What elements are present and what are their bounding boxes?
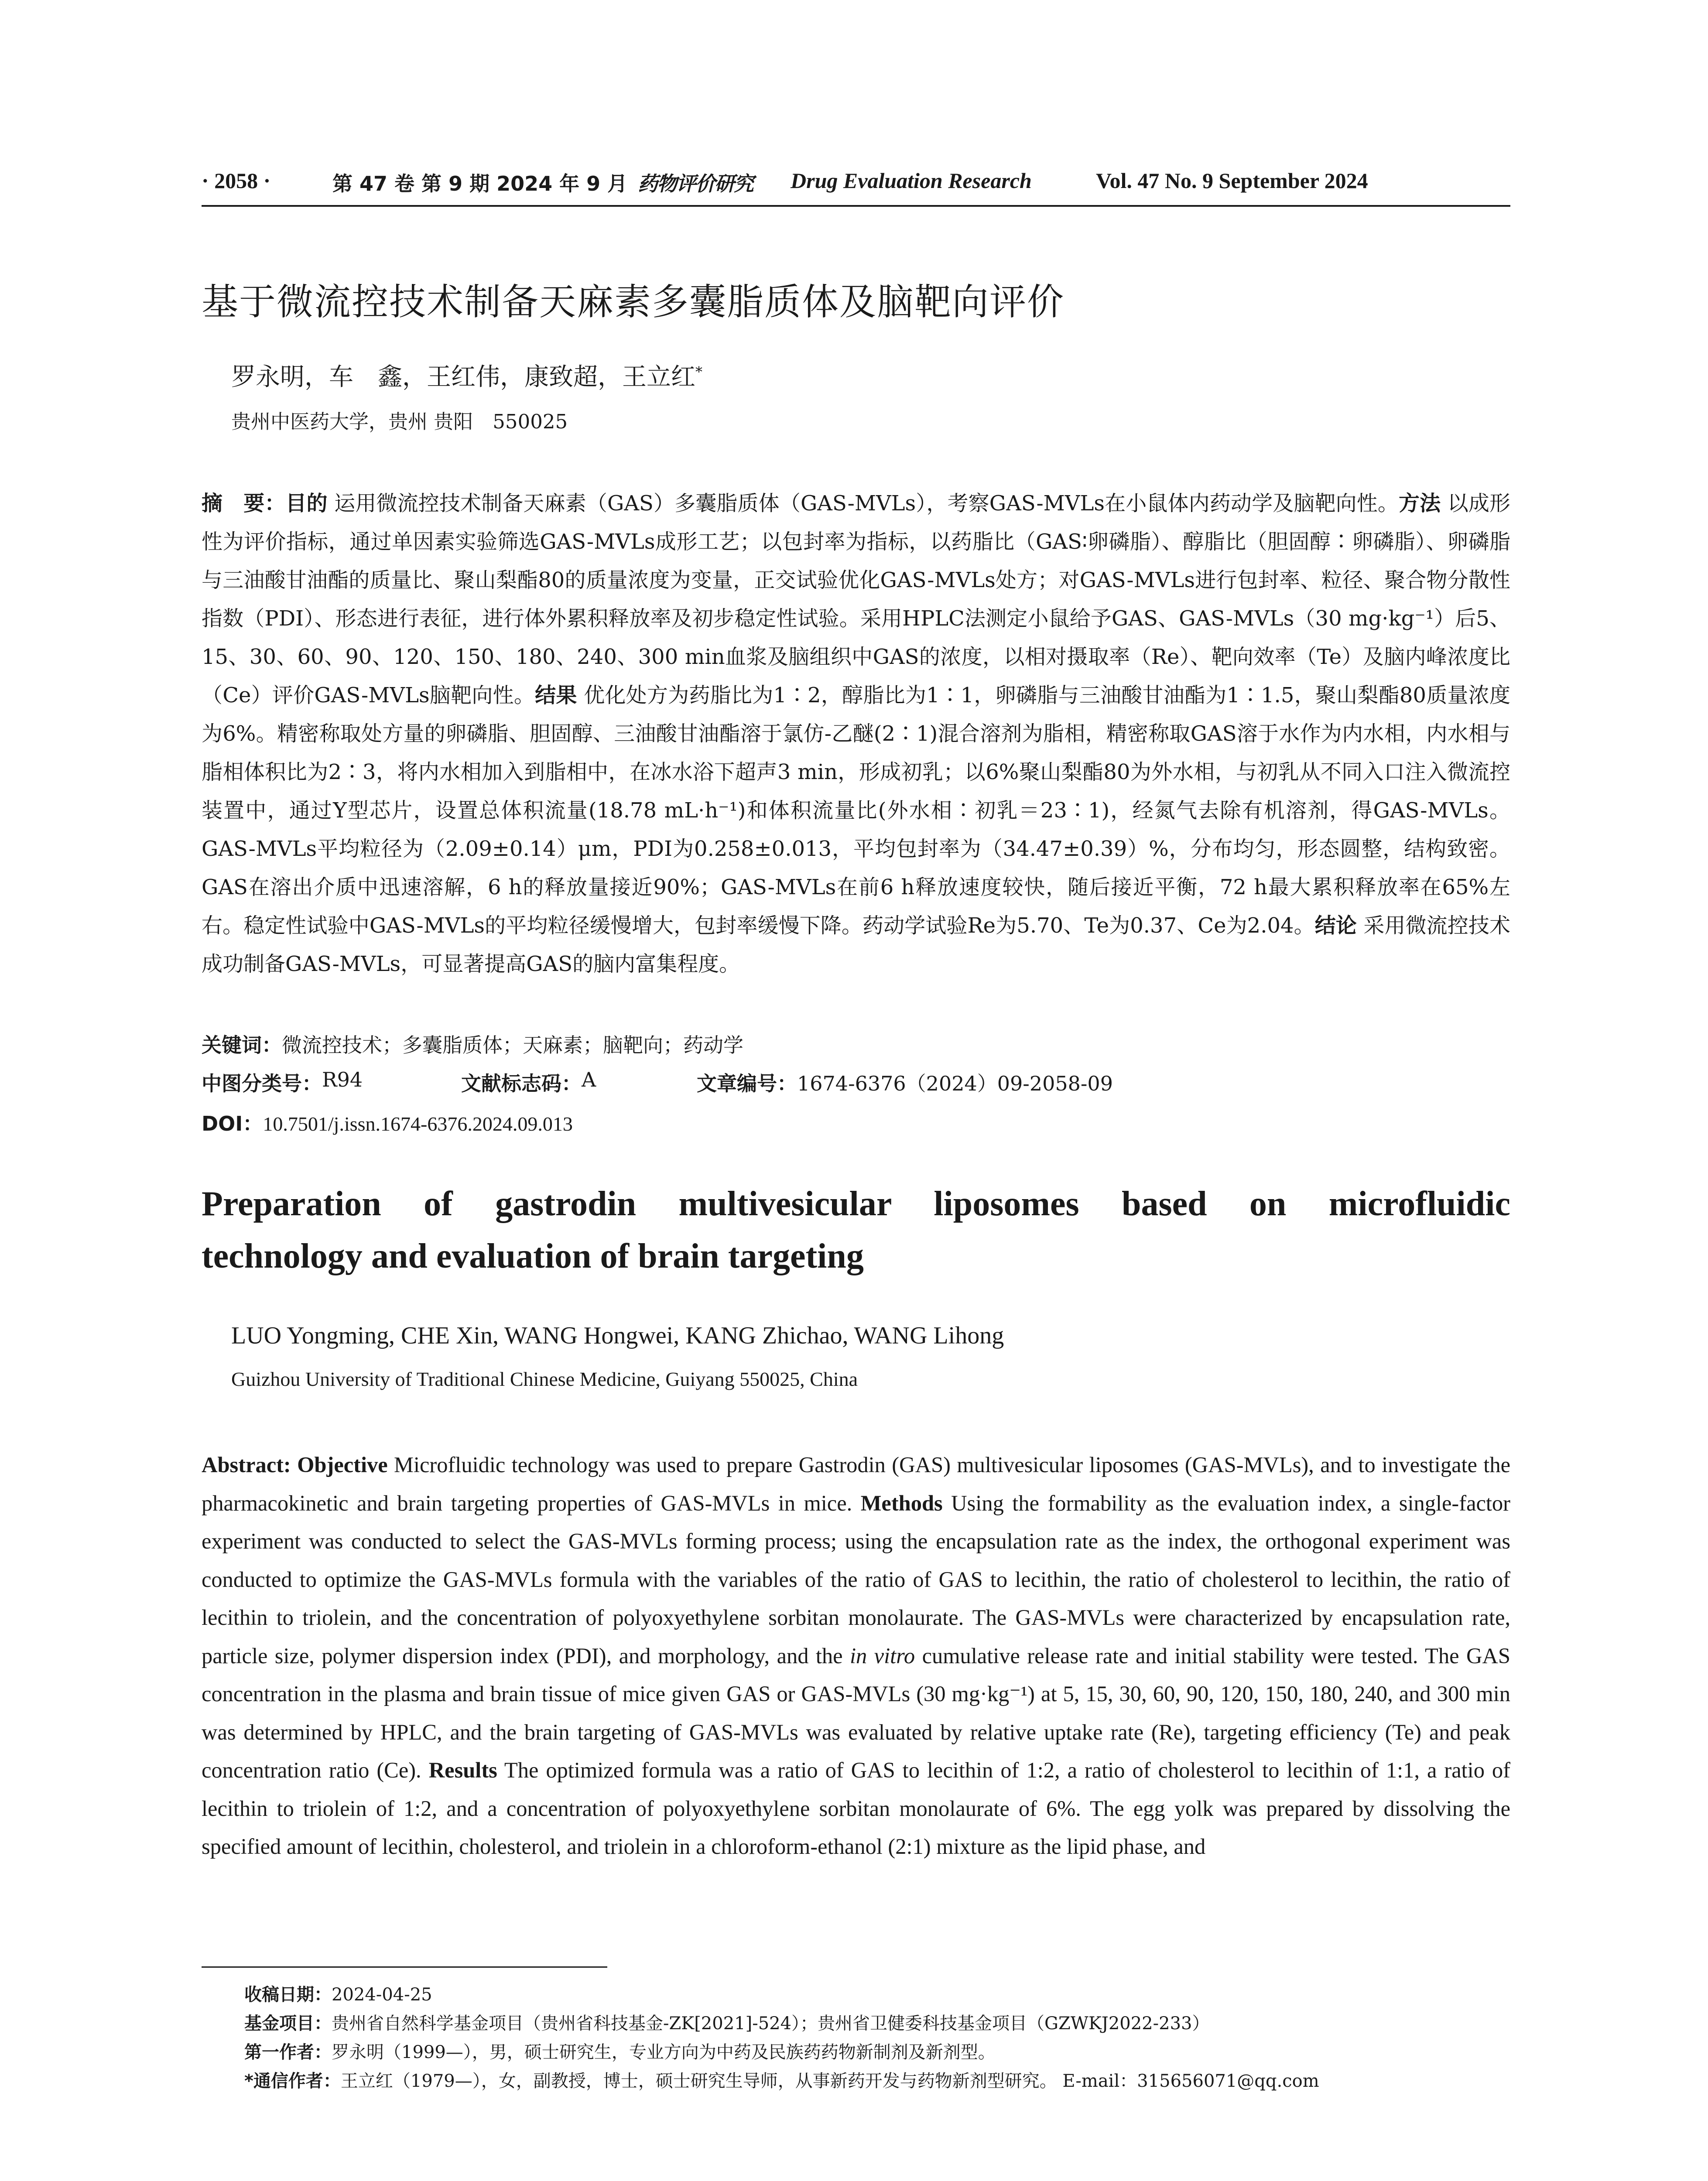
running-header (202, 168, 1510, 198)
issue-cn: 第 47 卷 第 9 期 2024 年 9 月 (332, 172, 628, 195)
abstract-cn (202, 484, 1510, 983)
authors-en: LUO Yongming, CHE Xin, WANG Hongwei, KANG Zhichao, WANG Lihong (231, 1322, 1004, 1349)
doi (202, 1108, 573, 1137)
clc-code (202, 1068, 363, 1097)
page-number: · 2058 · (202, 168, 271, 193)
abstract-en (202, 1446, 1510, 1866)
keywords-label: 关键词： (202, 1033, 282, 1057)
methods-label-en: Methods (860, 1490, 943, 1515)
issue-en: Vol. 47 No. 9 September 2024 (1096, 168, 1368, 193)
results-cn: 优化处方为药脂比为1∶2，醇脂比为1∶1，卵磷脂与三油酸甘油酯为1∶1.5，聚山梨酯80质量浓度为6%。精密称取处方量的卵磷脂、胆固醇、三油酸甘油酯溶于氯仿-乙醚(2∶1)混合溶剂为脂相，精密称取GAS溶于水作为内水相，内水相与脂相体积比为2∶3，将内水相加入到脂相中，在冰水浴下超声3 min，形成初乳；以6%聚山梨酯80为外水相，与初乳从不同入口注入微流控装置中，通过Y型芯片，设置总体积流量(18.78 mL·h⁻¹)和体积流量比(外水相∶初乳＝23∶1)，经氮气去除有机溶剂，得GAS-MVLs。GAS-MVLs平均粒径为（2.09±0.14）μm，PDI为0.258±0.013，平均包封率为（34.47±0.39）%，分布均匀，形态圆整，结构致密。GAS在溶出介质中迅速溶解，6 h的释放量接近90%；GAS-MVLs在前6 h释放速度较快，随后接近平衡，72 h最大累积释放率在65%左右。稳定性试验中GAS-MVLs的平均粒径缓慢增大，包封率缓慢下降。药动学试验Re为5.70、Te为0.37、Ce为2.04。 (202, 683, 1510, 938)
title-cn: 基于微流控技术制备天麻素多囊脂质体及脑靶向评价 (202, 280, 1065, 323)
clc-value: R94 (322, 1068, 363, 1091)
results-label-en: Results (428, 1758, 497, 1782)
objective-label-en: Objective (297, 1453, 388, 1477)
header-rule (202, 205, 1510, 207)
title-en-line2: technology and evaluation of brain targeting (202, 1237, 864, 1275)
doc-value: A (582, 1068, 596, 1091)
received-value: 2024-04-25 (332, 1985, 432, 2005)
received-label: 收稿日期： (244, 1985, 332, 2005)
journal-logo: 药物评价研究 (638, 172, 753, 195)
methods-en: Using the formability as the evaluation index, a single-factor experiment was conducted to select the GAS-MVLs forming process; using the encapsulation rate as the index, the orthogonal experiment was conducted to optimize the GAS-MVLs formula with the variables of the ratio of GAS to lecithin, the ratio of cholesterol to lecithin, the ratio of lecithin to triolein, and the concentration of polyoxyethylene sorbitan monolaurate. The GAS-MVLs were characterized by encapsulation rate, particle size, polymer dispersion index (PDI), and morphology, and the (202, 1490, 1510, 1668)
first-author-value: 罗永明（1999—），男，硕士研究生，专业方向为中药及民族药药物新制剂及新剂型。 (332, 2042, 996, 2062)
affiliation-cn: 贵州中医药大学，贵州 贵阳 550025 (231, 410, 568, 433)
title-en-line1: Preparation of gastrodin multivesicular liposomes based on microfluidic (202, 1185, 1510, 1223)
footnotes (244, 1980, 1531, 2096)
keywords-text: 微流控技术；多囊脂质体；天麻素；脑靶向；药动学 (282, 1033, 743, 1057)
authors-cn-names: 罗永明，车 鑫，王红伟，康致超，王立红 (231, 363, 695, 391)
footnote-fund (244, 2009, 1531, 2038)
objective-en: Microfluidic technology was used to prepare Gastrodin (GAS) multivesicular liposomes (GAS-MVLs), and to investigate the pharmacokinetic and brain targeting properties of GAS-MVLs in mice. (202, 1453, 1511, 1515)
results-en: The optimized formula was a ratio of GAS to lecithin of 1:2, a ratio of cholesterol to lecithin of 1:1, a ratio of lecithin to triolein of 1:2, and a concentration of polyoxyethylene sorbitan monolaurate of 6%. The egg yolk was prepared by dissolving the specified amount of lecithin, cholesterol, and triolein in a chloroform-ethanol (2:1) mixture as the lipid phase, and (202, 1758, 1510, 1859)
article-value: 1674-6376（2024）09-2058-09 (797, 1072, 1113, 1095)
doc-code (461, 1068, 596, 1097)
journal-name-en: Drug Evaluation Research (791, 168, 1032, 193)
footnote-rule (202, 1966, 607, 1968)
article-number (697, 1068, 1113, 1097)
keywords-cn (202, 1029, 743, 1058)
fund-label: 基金项目： (244, 2013, 332, 2034)
footnote-corresponding (244, 2067, 1531, 2096)
doi-value: 10.7501/j.issn.1674-6376.2024.09.013 (263, 1113, 573, 1135)
corresponding-mark: * (695, 363, 702, 380)
results-label-cn: 结果 (535, 683, 577, 708)
article-label: 文章编号： (697, 1072, 797, 1095)
classification-row (202, 1068, 1510, 1098)
abstract-en-label: Abstract: (202, 1453, 291, 1477)
affiliation-en: Guizhou University of Traditional Chinese Medicine, Guiyang 550025, China (231, 1368, 858, 1390)
doc-label: 文献标志码： (461, 1072, 582, 1095)
first-author-label: 第一作者： (244, 2042, 332, 2062)
methods-en-2: cumulative release rate and initial stability were tested. The GAS concentration in the plasma and brain tissue of mice given GAS or GAS-MVLs (30 mg·kg⁻¹) at 5, 15, 30, 60, 90, 120, 150, 180, 240, and 300 min was determined by HPLC, and the brain targeting of GAS-MVLs was evaluated by relative uptake rate (Re), targeting efficiency (Te) and peak concentration ratio (Ce). (202, 1643, 1510, 1782)
objective-label-cn: 目的 (285, 491, 328, 516)
footnote-received (244, 1980, 1531, 2009)
title-en (202, 1178, 1510, 1282)
objective-cn: 运用微流控技术制备天麻素（GAS）多囊脂质体（GAS-MVLs），考察GAS-MVLs在小鼠体内药动学及脑靶向性。 (327, 491, 1399, 516)
fund-value: 贵州省自然科学基金项目（贵州省科技基金-ZK[2021]-524）；贵州省卫健委科技基金项目（GZWKJ2022-233） (332, 2013, 1210, 2034)
abstract-cn-label: 摘 要： (202, 491, 286, 516)
in-vitro-italic: in vitro (850, 1643, 915, 1668)
footnote-first-author (244, 2038, 1531, 2067)
conclusion-cn: 采用微流控技术成功制备GAS-MVLs，可显著提高GAS的脑内富集程度。 (202, 913, 1510, 976)
doi-label: DOI： (202, 1112, 263, 1135)
corr-value: 王立红（1979—），女，副教授，博士，硕士研究生导师，从事新药开发与药物新剂型研究。 E-mail：315656071@qq.com (340, 2071, 1319, 2091)
conclusion-label-cn: 结论 (1314, 913, 1357, 938)
methods-cn: 以成形性为评价指标，通过单因素实验筛选GAS-MVLs成形工艺；以包封率为指标，以药脂比（GAS∶卵磷脂）、醇脂比（胆固醇∶卵磷脂）、卵磷脂与三油酸甘油酯的质量比、聚山梨酯80的质量浓度为变量，正交试验优化GAS-MVLs处方；对GAS-MVLs进行包封率、粒径、聚合物分散性指数（PDI）、形态进行表征，进行体外累积释放率及初步稳定性试验。采用HPLC法测定小鼠给予GAS、GAS-MVLs（30 mg·kg⁻¹）后5、15、30、60、90、120、150、180、240、300 min血浆及脑组织中GAS的浓度，以相对摄取率（Re）、靶向效率（Te）及脑内峰浓度比（Ce）评价GAS-MVLs脑靶向性。 (202, 491, 1510, 708)
clc-label: 中图分类号： (202, 1072, 322, 1095)
corr-label: *通信作者： (244, 2071, 341, 2091)
methods-label-cn: 方法 (1399, 491, 1441, 516)
authors-cn (231, 358, 702, 393)
